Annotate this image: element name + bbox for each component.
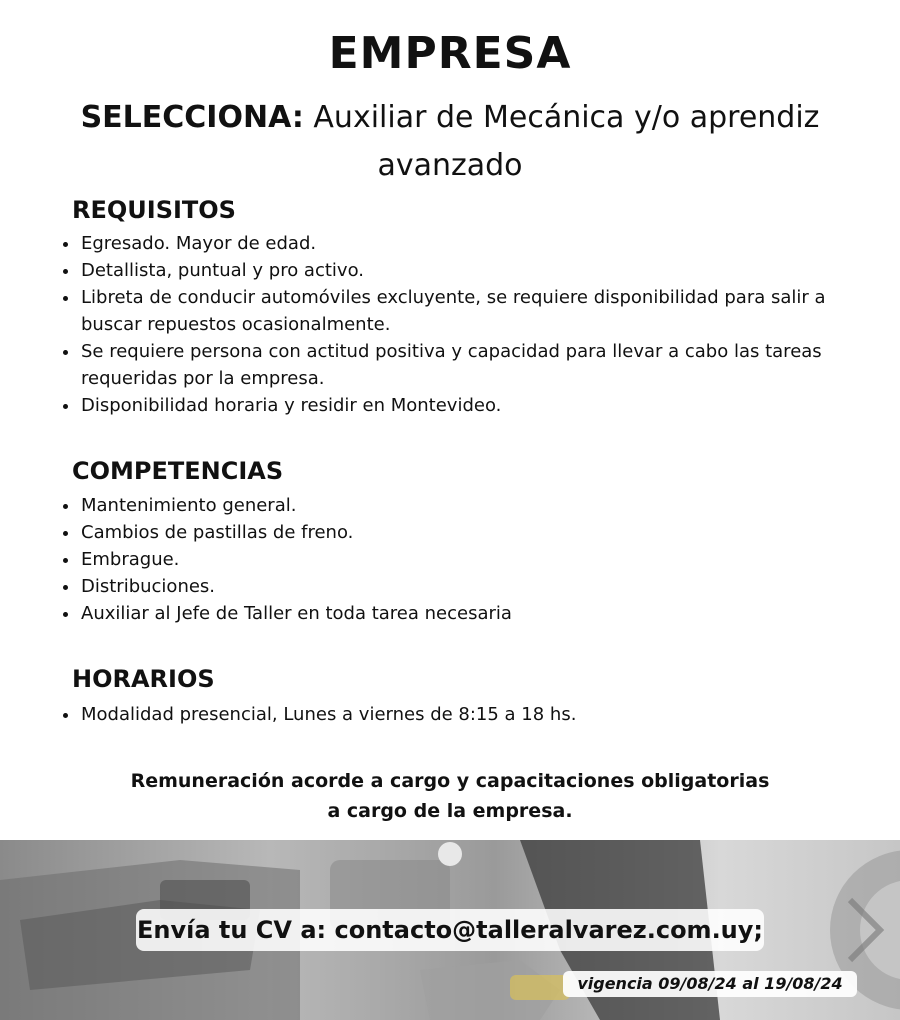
competencias-heading: COMPETENCIAS: [72, 457, 284, 485]
list-item: • Libreta de conducir automóviles excluyente, se requiere disponibilidad para salir a buscar repuestos ocasionalmente.: [80, 284, 880, 338]
subtitle-label: SELECCIONA:: [80, 100, 304, 135]
list-item: • Detallista, puntual y pro activo.: [80, 257, 880, 284]
list-item: • Disponibilidad horaria y residir en Montevideo.: [80, 392, 880, 419]
list-item: • Embrague.: [80, 546, 880, 573]
validity-dates: vigencia 09/08/24 al 19/08/24: [563, 971, 857, 997]
list-item: • Modalidad presencial, Lunes a viernes de 8:15 a 18 hs.: [80, 701, 880, 728]
competencias-list: [58, 492, 880, 627]
remuneration-note: [60, 766, 840, 826]
page-title: EMPRESA: [328, 28, 572, 79]
list-item: • Distribuciones.: [80, 573, 880, 600]
list-item: • Se requiere persona con actitud positiva y capacidad para llevar a cabo las tareas requeridas por la empresa.: [80, 338, 880, 392]
send-cv-banner: Envía tu CV a: contacto@talleralvarez.com.uy;: [136, 909, 764, 951]
requisitos-heading: REQUISITOS: [72, 196, 236, 224]
job-subtitle: [80, 94, 820, 190]
remuneration-line-1: Remuneración acorde a cargo y capacitaciones obligatorias: [130, 770, 770, 792]
requisitos-list: [58, 230, 880, 419]
list-item: • Auxiliar al Jefe de Taller en toda tarea necesaria: [80, 600, 880, 627]
list-item: • Egresado. Mayor de edad.: [80, 230, 880, 257]
job-position: Auxiliar de Mecánica y/o aprendiz avanzado: [313, 100, 820, 183]
remuneration-line-2: a cargo de la empresa.: [327, 800, 573, 822]
horarios-list: [58, 701, 880, 728]
list-item: • Mantenimiento general.: [80, 492, 880, 519]
list-item: • Cambios de pastillas de freno.: [80, 519, 880, 546]
horarios-heading: HORARIOS: [72, 665, 215, 693]
